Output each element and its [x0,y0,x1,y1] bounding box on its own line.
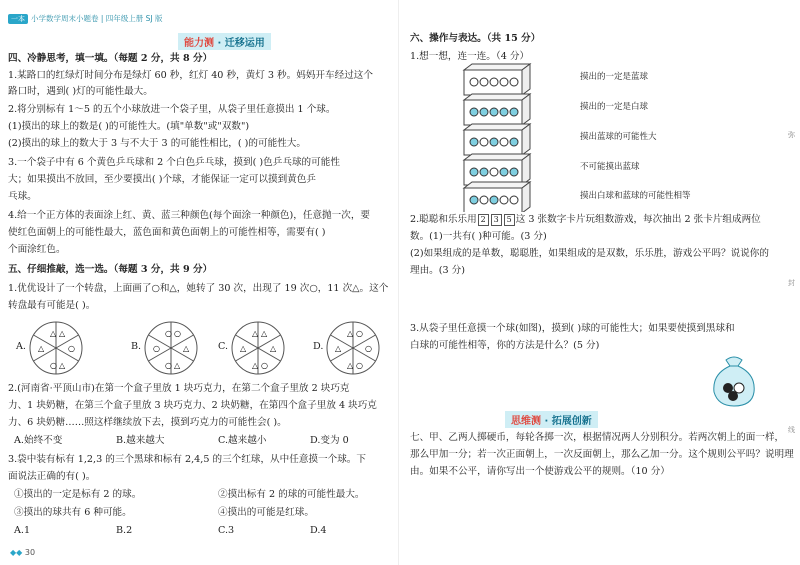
match-label-2: 摸出的一定是白球 [580,102,649,112]
q4-p3c: 乓球。 [8,191,37,202]
ball-bag-illustration [708,350,760,408]
q6-p3b: 白球的可能性相等，你的方法是什么？(5 分) [410,340,600,351]
q6-p1: 1.想一想，连一连。（4 分） [410,51,530,62]
header-title: 小学数学周末小题卷 | 四年级上册 SJ 版 [31,14,163,23]
svg-text:△: △ [183,344,190,353]
match-label-1: 摸出的一定是蓝球 [580,72,649,82]
spinner-option-b-label: B. [131,341,142,352]
spinner-option-c-label: C. [218,341,229,352]
svg-text:△: △ [174,361,181,370]
q5-p2b: 力、1 块奶糖，在第三个盒子里放 3 块巧克力、2 块奶糖，在第四个盒子里放 4 块巧克 [8,400,377,411]
box-3 [464,124,530,155]
card-3: 3 [491,214,502,226]
match-label-4: 不可能摸出蓝球 [580,162,640,172]
q4-p3a: 3.一个袋子中有 6 个黄色乒乓球和 2 个白色乒乓球，摸到( )色乒乓球的可能性 [8,157,340,168]
svg-text:△: △ [270,344,277,353]
svg-text:○: ○ [50,361,57,370]
svg-text:○: ○ [261,361,268,370]
q5-p2a: 2.(河南省·平顶山市)在第一个盒子里放 1 块巧克力，在第二个盒子里放 2 块巧克 [8,383,350,394]
q6-p2b: 数。(1)一共有( )种可能。(3 分) [410,231,547,242]
q5-heading: 五、仔细推敲，选一选。（每题 3 分，共 9 分） [8,264,213,275]
side-mark-2: 封 [788,279,795,287]
svg-text:○: ○ [153,344,160,353]
q5-s2: ②摸出标有 2 的球的可能性最大。 [218,489,365,500]
q6-p2d: 理由。(3 分) [410,265,466,276]
q4-heading: 四、冷静思考，填一填。（每题 2 分，共 8 分） [8,53,213,64]
box-2 [464,94,530,125]
q4-p3b: 大；如果摸出不放回，至少要摸出( )个球，才能保证一定可以摸到黄色乒 [8,174,316,185]
q4-p2a: 2.将分别标有 1～5 的五个小球放进一个袋子里，从袋子里任意摸出 1 个球。 [8,104,336,115]
box-1 [464,64,530,95]
svg-text:△: △ [347,329,354,338]
svg-text:△: △ [347,361,354,370]
q5-p3a: 3.袋中装有标有 1,2,3 的三个黑球和标有 2,4,5 的三个红球，从中任意摸一个球。下 [8,454,366,465]
q6-p3a: 3.从袋子里任意摸一个球(如图)，摸到( )球的可能性大；如果要使摸到黑球和 [410,323,735,334]
q4-p2c: (2)摸出的球上的数大于 3 与不大于 3 的可能性相比，( )的可能性大。 [8,138,306,149]
q6-p2a: 2.聪聪和乐乐用 2 3 5 这 3 张数字卡片玩组数游戏，每次抽出 2 张卡片组成两位 [410,214,761,225]
q5-p2-opt-c: C.越来越小 [218,435,267,446]
q5-p3-opt-d: D.4 [310,525,327,536]
card-5: 5 [504,214,515,226]
q5-p1a: 1.优优设计了一个转盘，上面画了○和△，她转了 30 次，出现了 19 次○，11 次△。这个 [8,283,389,294]
q4-p4a: 4.给一个正方体的表面涂上红、黄、蓝三种颜色(每个面涂一种颜色)，任意抛一次，要 [8,210,371,221]
q5-p2-opt-d: D.变为 0 [310,435,349,446]
page-fold [398,0,399,565]
q5-p2c: 力、6 块奶糖……照这样继续放下去，摸到巧克力的可能性会( )。 [8,417,287,428]
q5-p3-opt-a: A.1 [14,525,31,536]
svg-text:○: ○ [356,361,363,370]
svg-text:△: △ [252,361,259,370]
q7-p3: 由。如果不公平，请你写出一个使游戏公平的规则。（10 分） [410,466,670,477]
svg-text:△: △ [335,344,342,353]
q5-p3-opt-b: B.2 [116,525,133,536]
spinner-b [143,320,199,376]
q4-p4b: 使红色面朝上的可能性最大，蓝色面和黄色面朝上的可能性相等，需要有( ) [8,227,326,238]
spinner-option-d-label: D. [313,341,324,352]
svg-text:○: ○ [356,329,363,338]
spinner-d [325,320,381,376]
spinner-a [28,320,84,376]
q5-s4: ④摸出的可能是红球。 [218,507,314,518]
q5-p2-opt-b: B.越来越大 [116,435,165,446]
page-number: ◆◆ 30 [10,548,36,557]
box-4 [464,154,530,185]
svg-text:△: △ [252,329,259,338]
spinner-option-a-label: A. [16,341,26,352]
q5-p3b: 面说法正确的有( )。 [8,471,96,482]
q4-p4c: 个面涂红色。 [8,244,66,255]
svg-text:△: △ [50,329,57,338]
svg-text:○: ○ [165,361,172,370]
svg-text:△: △ [38,344,45,353]
q6-heading: 六、操作与表达。（共 15 分） [410,33,541,44]
q4-p1a: 1.某路口的红绿灯时间分布是绿灯 60 秒，红灯 40 秒，黄灯 3 秒。妈妈开车经过这个 [8,70,373,81]
q5-p3-opt-c: C.3 [218,525,235,536]
box-5 [464,182,530,212]
section-title-thinking: 思维测 · 拓展创新 [505,411,598,428]
side-mark-3: 线 [788,426,795,434]
match-label-3: 摸出蓝球的可能性大 [580,132,657,142]
section-title-ability: 能力测 · 迁移运用 [178,33,271,50]
svg-text:△: △ [59,329,66,338]
q4-p1b: 路口时，遇到( )灯的可能性最大。 [8,86,153,97]
q7-p2: 那么甲加一分；若一次正面朝上，一次反面朝上，那么乙加一分。这个规则公平吗？说明理 [410,449,794,460]
q4-p2b: (1)摸出的球上的数是( )的可能性大。(填"单数"或"双数") [8,121,250,132]
q7-p1: 七、甲、乙两人掷硬币，每轮各掷一次，根据情况两人分别积分。若两次朝上的面一样， [410,432,785,443]
svg-text:△: △ [59,361,66,370]
card-2: 2 [478,214,489,226]
svg-text:○: ○ [174,329,181,338]
svg-text:△: △ [240,344,247,353]
q5-p2-opt-a: A.始终不变 [14,435,63,446]
spinner-c [230,320,286,376]
svg-text:○: ○ [365,344,372,353]
svg-text:△: △ [261,329,268,338]
page-header [8,13,163,24]
ball-boxes-illustration [462,62,532,212]
match-label-5: 摸出白球和蓝球的可能性相等 [580,191,691,201]
q5-s1: ①摸出的一定是标有 2 的球。 [14,489,142,500]
svg-text:○: ○ [165,329,172,338]
header-badge: 一本 [8,14,28,24]
side-mark-1: 弥 [788,131,795,139]
q5-s3: ③摸出的球共有 6 种可能。 [14,507,132,518]
q5-p1b: 转盘最有可能是( )。 [8,300,96,311]
svg-text:○: ○ [68,344,75,353]
q6-p2c: (2)如果组成的是单数，聪聪胜，如果组成的是双数，乐乐胜，游戏公平吗？说说你的 [410,248,769,259]
